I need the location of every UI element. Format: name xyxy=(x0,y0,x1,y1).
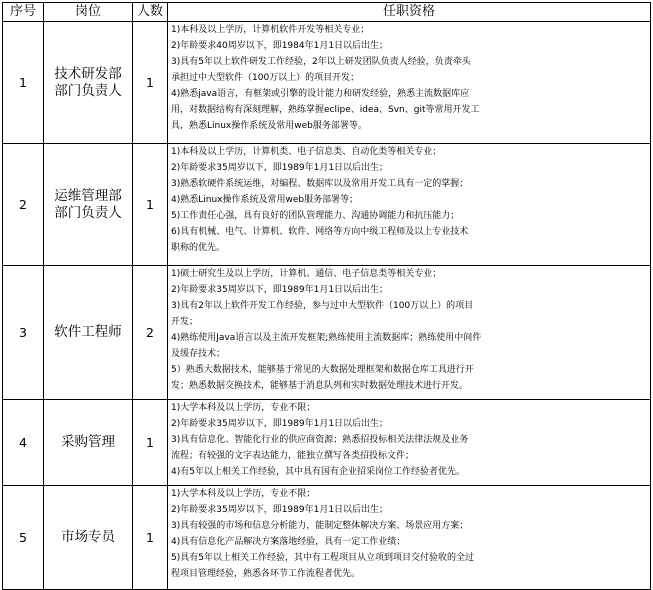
requirement-line: 2)年龄要求35周岁以下，即1989年1月1日以后出生； xyxy=(171,419,389,429)
requirement-line: 3)熟悉软硬件系统运维，对编程、数据库以及常用开发工具有一定的掌握； xyxy=(171,179,469,189)
headcount: 2 xyxy=(133,266,168,400)
requirement-line: 及缓存技术； xyxy=(171,349,226,359)
position-title xyxy=(44,144,133,266)
requirement-line: 1)大学本科及以上学历，专业不限； xyxy=(171,403,316,413)
row-number: 1 xyxy=(3,22,44,144)
requirement-line: 5)工作责任心强，具有良好的团队管理能力、沟通协调能力和抗压能力； xyxy=(171,211,460,221)
requirement-line: 2)年龄要求35周岁以下，即1989年1月1日以后出生； xyxy=(171,163,389,173)
table-row xyxy=(3,266,651,400)
position-title-line: 部门负责人 xyxy=(54,204,122,221)
requirement-line: 5）熟悉大数据技术，能够基于常见的大数据处理框架和数据仓库工具进行开 xyxy=(171,365,474,375)
table-body xyxy=(3,22,651,590)
requirements-cell xyxy=(168,144,651,266)
requirements-cell xyxy=(168,400,651,486)
requirements-cell xyxy=(168,486,651,590)
header-row xyxy=(3,3,651,22)
requirement-line: 5)具有5年以上相关工作经验，其中有工程项目从立项到项目交付验收的全过 xyxy=(171,553,474,563)
row-number: 5 xyxy=(3,486,44,590)
row-number: 4 xyxy=(3,400,44,486)
requirement-line: 4)有5年以上相关工作经验，其中具有国有企业招采岗位工作经验者优先。 xyxy=(171,467,465,477)
row-number: 3 xyxy=(3,266,44,400)
position-title-line: 软件工程师 xyxy=(54,324,122,340)
position-title xyxy=(44,400,133,486)
table-row xyxy=(3,400,651,486)
requirement-line: 开发； xyxy=(171,317,199,327)
position-title-line: 市场专员 xyxy=(61,529,115,545)
requirement-line: 3)具有2年以上软件开发工作经验，参与过中大型软件（100万以上）的项目 xyxy=(171,301,474,311)
headcount: 1 xyxy=(133,400,168,486)
header-position: 岗位 xyxy=(44,3,133,22)
headcount: 1 xyxy=(133,22,168,144)
requirement-line: 流程；有较强的文字表达能力，能独立撰写各类招投标文件； xyxy=(171,451,415,461)
header-num: 序号 xyxy=(3,3,44,22)
requirement-line: 程项目管理经验，熟悉各环节工作流程者优先。 xyxy=(171,569,361,579)
requirement-line: 3)具有较强的市场和信息分析能力，能制定整体解决方案、场景应用方案； xyxy=(171,521,469,531)
position-title-line: 部门负责人 xyxy=(54,82,122,99)
requirement-line: 3)具有5年以上软件研发工作经验，2年以上研发团队负责人经验，负责牵头 xyxy=(171,57,471,67)
requirement-line: 4)熟练使用Java语言以及主流开发框架;熟练使用主流数据库；熟练使用中间件 xyxy=(171,333,482,343)
requirement-line: 承担过中大型软件（100万以上）的项目开发； xyxy=(171,73,360,83)
requirement-line: 2)年龄要求35周岁以下，即1989年1月1日以后出生； xyxy=(171,505,389,515)
requirement-line: 1)大学本科及以上学历，专业不限； xyxy=(171,489,316,499)
requirement-line: 1)本科及以上学历，计算机类、电子信息类、自动化类等相关专业； xyxy=(171,147,442,157)
requirement-line: 2)年龄要求40周岁以下，即1984年1月1日以后出生； xyxy=(171,41,389,51)
position-title-line: 技术研发部 xyxy=(54,65,122,82)
headcount: 1 xyxy=(133,486,168,590)
requirements-cell xyxy=(168,266,651,400)
header-count: 人数 xyxy=(133,3,168,22)
requirement-line: 1)本科及以上学历，计算机软件开发等相关专业； xyxy=(171,25,370,35)
table-row xyxy=(3,486,651,590)
position-title-line: 运维管理部 xyxy=(54,187,122,204)
requirement-line: 2)年龄要求35周岁以下，即1989年1月1日以后出生； xyxy=(171,285,389,295)
requirement-line: 职称的优先。 xyxy=(171,243,226,253)
requirement-line: 4)熟悉Linux操作系统及常用web服务部署等； xyxy=(171,195,359,205)
table-row xyxy=(3,22,651,144)
headcount: 1 xyxy=(133,144,168,266)
position-title-line: 采购管理 xyxy=(61,434,115,450)
header-requirements: 任职资格 xyxy=(168,3,651,22)
requirement-line: 4)具有信息化产品解决方案落地经验，具有一定工作业绩； xyxy=(171,537,406,547)
requirement-line: 1)硕士研究生及以上学历，计算机、通信、电子信息类等相关专业； xyxy=(171,269,442,279)
requirement-line: 发；熟悉数据交换技术，能够基于消息队列和实时数据处理技术进行开发。 xyxy=(171,381,469,391)
requirement-line: 用，对数据结构有深刻理解，熟练掌握eclipe、idea、Svn、git等常用开发工 xyxy=(171,105,480,115)
requirements-cell xyxy=(168,22,651,144)
requirement-line: 3)具有信息化、智能化行业的供应商资源；熟悉招投标相关法律法规及业务 xyxy=(171,435,469,445)
table-row xyxy=(3,144,651,266)
row-number: 2 xyxy=(3,144,44,266)
requirement-line: 6)具有机械、电气、计算机、软件、网络等方向中级工程师及以上专业技术 xyxy=(171,227,469,237)
requirement-line: 4)熟悉java语言，有框架或引擎的设计能力和研发经验，熟悉主流数据库应 xyxy=(171,89,470,99)
position-title xyxy=(44,486,133,590)
recruitment-table xyxy=(2,2,651,590)
position-title xyxy=(44,22,133,144)
position-title xyxy=(44,266,133,400)
requirement-line: 具，熟悉Linux操作系统及常用web服务部署等。 xyxy=(171,121,367,131)
